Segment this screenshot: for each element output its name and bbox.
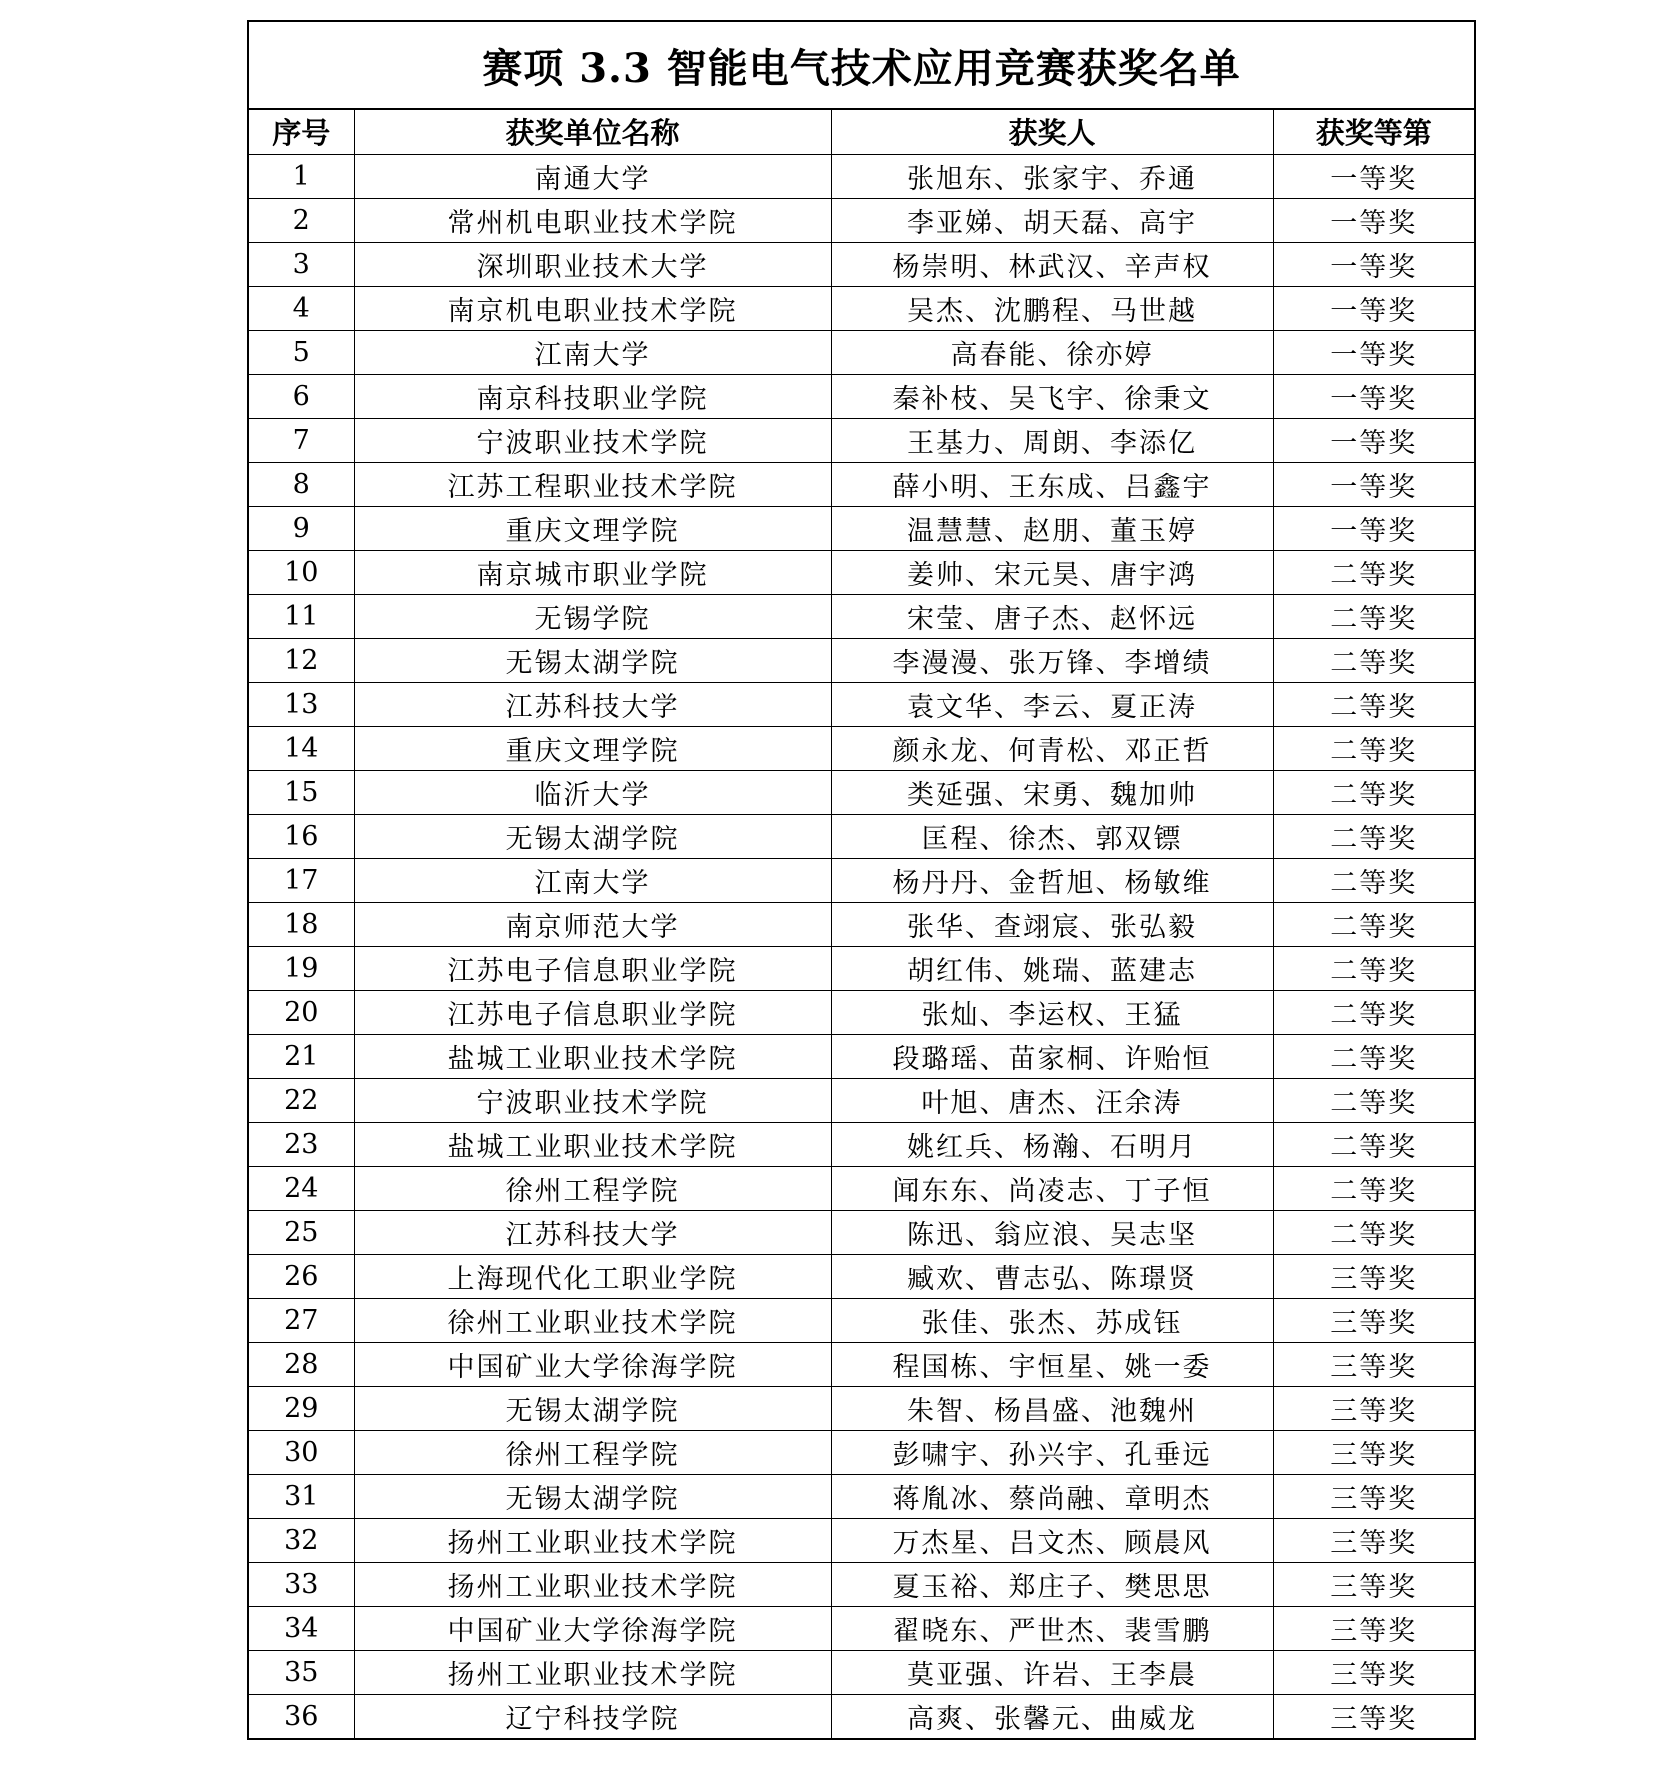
award-level-cell: 二等奖 [1273,726,1474,770]
winners-cell: 秦补枝、吴飞宇、徐秉文 [831,374,1273,418]
unit-name-cell: 南京机电职业技术学院 [354,286,831,330]
winners-cell: 姚红兵、杨瀚、石明月 [831,1122,1273,1166]
unit-name-cell: 徐州工业职业技术学院 [354,1298,831,1342]
award-level-cell: 二等奖 [1273,858,1474,902]
unit-name-cell: 常州机电职业技术学院 [354,198,831,242]
award-level-cell: 二等奖 [1273,550,1474,594]
header-winners: 获奖人 [831,110,1273,154]
serial-number-cell: 17 [249,858,354,902]
table-row [249,858,1474,902]
award-level-cell: 三等奖 [1273,1298,1474,1342]
winners-cell: 杨丹丹、金哲旭、杨敏维 [831,858,1273,902]
unit-name-cell: 江苏电子信息职业学院 [354,990,831,1034]
award-level-cell: 三等奖 [1273,1386,1474,1430]
unit-name-cell: 江苏科技大学 [354,1210,831,1254]
unit-name-cell: 扬州工业职业技术学院 [354,1518,831,1562]
winners-cell: 程国栋、宇恒星、姚一委 [831,1342,1273,1386]
table-row [249,1078,1474,1122]
unit-name-cell: 辽宁科技学院 [354,1694,831,1738]
serial-number-cell: 4 [249,286,354,330]
winners-cell: 杨崇明、林武汉、辛声权 [831,242,1273,286]
winners-cell: 段璐瑶、苗家桐、许贻恒 [831,1034,1273,1078]
winners-cell: 陈迅、翁应浪、吴志坚 [831,1210,1273,1254]
table-row [249,1034,1474,1078]
table-row [249,682,1474,726]
unit-name-cell: 江南大学 [354,330,831,374]
winners-cell: 莫亚强、许岩、王李晨 [831,1650,1273,1694]
unit-name-cell: 无锡太湖学院 [354,638,831,682]
award-table [249,110,1474,1738]
table-row [249,946,1474,990]
table-row [249,1298,1474,1342]
unit-name-cell: 江苏工程职业技术学院 [354,462,831,506]
serial-number-cell: 20 [249,990,354,1034]
table-row [249,1606,1474,1650]
table-row [249,990,1474,1034]
unit-name-cell: 徐州工程学院 [354,1166,831,1210]
serial-number-cell: 11 [249,594,354,638]
unit-name-cell: 深圳职业技术大学 [354,242,831,286]
award-level-cell: 一等奖 [1273,154,1474,198]
table-row [249,1254,1474,1298]
unit-name-cell: 无锡学院 [354,594,831,638]
award-level-cell: 一等奖 [1273,286,1474,330]
table-row [249,1210,1474,1254]
table-row [249,1562,1474,1606]
winners-cell: 薛小明、王东成、吕鑫宇 [831,462,1273,506]
unit-name-cell: 宁波职业技术学院 [354,418,831,462]
serial-number-cell: 16 [249,814,354,858]
header-award-level: 获奖等第 [1273,110,1474,154]
winners-cell: 高春能、徐亦婷 [831,330,1273,374]
table-row [249,550,1474,594]
table-row [249,1518,1474,1562]
award-level-cell: 二等奖 [1273,1078,1474,1122]
award-level-cell: 三等奖 [1273,1562,1474,1606]
unit-name-cell: 中国矿业大学徐海学院 [354,1606,831,1650]
award-level-cell: 二等奖 [1273,946,1474,990]
table-row [249,418,1474,462]
unit-name-cell: 无锡太湖学院 [354,1474,831,1518]
winners-cell: 翟晓东、严世杰、裴雪鹏 [831,1606,1273,1650]
serial-number-cell: 24 [249,1166,354,1210]
award-level-cell: 三等奖 [1273,1254,1474,1298]
winners-cell: 胡红伟、姚瑞、蓝建志 [831,946,1273,990]
serial-number-cell: 31 [249,1474,354,1518]
table-row [249,1386,1474,1430]
winners-cell: 李漫漫、张万锋、李增绩 [831,638,1273,682]
unit-name-cell: 南京城市职业学院 [354,550,831,594]
table-row [249,726,1474,770]
serial-number-cell: 34 [249,1606,354,1650]
award-level-cell: 一等奖 [1273,418,1474,462]
award-level-cell: 一等奖 [1273,242,1474,286]
serial-number-cell: 27 [249,1298,354,1342]
table-row [249,286,1474,330]
winners-cell: 张华、查翊宸、张弘毅 [831,902,1273,946]
unit-name-cell: 临沂大学 [354,770,831,814]
winners-cell: 闻东东、尚凌志、丁子恒 [831,1166,1273,1210]
unit-name-cell: 扬州工业职业技术学院 [354,1650,831,1694]
serial-number-cell: 1 [249,154,354,198]
table-row [249,594,1474,638]
award-level-cell: 二等奖 [1273,1166,1474,1210]
serial-number-cell: 30 [249,1430,354,1474]
serial-number-cell: 36 [249,1694,354,1738]
serial-number-cell: 23 [249,1122,354,1166]
serial-number-cell: 14 [249,726,354,770]
award-level-cell: 二等奖 [1273,1210,1474,1254]
serial-number-cell: 2 [249,198,354,242]
winners-cell: 颜永龙、何青松、邓正哲 [831,726,1273,770]
winners-cell: 夏玉裕、郑庄子、樊思思 [831,1562,1273,1606]
award-level-cell: 二等奖 [1273,594,1474,638]
table-row [249,1342,1474,1386]
award-level-cell: 二等奖 [1273,990,1474,1034]
unit-name-cell: 重庆文理学院 [354,726,831,770]
serial-number-cell: 9 [249,506,354,550]
serial-number-cell: 7 [249,418,354,462]
award-list-document [247,20,1476,1740]
table-row [249,1650,1474,1694]
serial-number-cell: 5 [249,330,354,374]
unit-name-cell: 扬州工业职业技术学院 [354,1562,831,1606]
table-header-row [249,110,1474,154]
award-level-cell: 一等奖 [1273,506,1474,550]
award-level-cell: 三等奖 [1273,1474,1474,1518]
table-row [249,506,1474,550]
serial-number-cell: 25 [249,1210,354,1254]
unit-name-cell: 宁波职业技术学院 [354,1078,831,1122]
award-level-cell: 一等奖 [1273,198,1474,242]
unit-name-cell: 南京师范大学 [354,902,831,946]
winners-cell: 彭啸宇、孙兴宇、孔垂远 [831,1430,1273,1474]
award-level-cell: 三等奖 [1273,1430,1474,1474]
winners-cell: 张佳、张杰、苏成钰 [831,1298,1273,1342]
winners-cell: 吴杰、沈鹏程、马世越 [831,286,1273,330]
unit-name-cell: 南通大学 [354,154,831,198]
unit-name-cell: 江苏科技大学 [354,682,831,726]
winners-cell: 袁文华、李云、夏正涛 [831,682,1273,726]
unit-name-cell: 无锡太湖学院 [354,814,831,858]
winners-cell: 臧欢、曹志弘、陈璟贤 [831,1254,1273,1298]
table-row [249,902,1474,946]
award-level-cell: 二等奖 [1273,1034,1474,1078]
award-level-cell: 一等奖 [1273,462,1474,506]
table-row [249,462,1474,506]
serial-number-cell: 8 [249,462,354,506]
award-level-cell: 三等奖 [1273,1342,1474,1386]
table-row [249,154,1474,198]
unit-name-cell: 重庆文理学院 [354,506,831,550]
award-level-cell: 三等奖 [1273,1606,1474,1650]
winners-cell: 朱智、杨昌盛、池魏州 [831,1386,1273,1430]
table-body [249,154,1474,1738]
unit-name-cell: 江苏电子信息职业学院 [354,946,831,990]
table-row [249,330,1474,374]
winners-cell: 高爽、张馨元、曲威龙 [831,1694,1273,1738]
serial-number-cell: 10 [249,550,354,594]
unit-name-cell: 无锡太湖学院 [354,1386,831,1430]
unit-name-cell: 南京科技职业学院 [354,374,831,418]
unit-name-cell: 上海现代化工职业学院 [354,1254,831,1298]
award-level-cell: 三等奖 [1273,1694,1474,1738]
serial-number-cell: 28 [249,1342,354,1386]
award-level-cell: 二等奖 [1273,902,1474,946]
winners-cell: 王基力、周朗、李添亿 [831,418,1273,462]
winners-cell: 蒋胤冰、蔡尚融、章明杰 [831,1474,1273,1518]
serial-number-cell: 3 [249,242,354,286]
header-serial-number: 序号 [249,110,354,154]
serial-number-cell: 26 [249,1254,354,1298]
table-row [249,814,1474,858]
table-row [249,374,1474,418]
table-row [249,1474,1474,1518]
unit-name-cell: 徐州工程学院 [354,1430,831,1474]
serial-number-cell: 32 [249,1518,354,1562]
award-level-cell: 三等奖 [1273,1650,1474,1694]
header-unit-name: 获奖单位名称 [354,110,831,154]
table-row [249,1430,1474,1474]
serial-number-cell: 18 [249,902,354,946]
unit-name-cell: 江南大学 [354,858,831,902]
award-level-cell: 二等奖 [1273,770,1474,814]
serial-number-cell: 22 [249,1078,354,1122]
serial-number-cell: 19 [249,946,354,990]
winners-cell: 叶旭、唐杰、汪余涛 [831,1078,1273,1122]
table-row [249,1122,1474,1166]
award-level-cell: 二等奖 [1273,1122,1474,1166]
winners-cell: 宋莹、唐子杰、赵怀远 [831,594,1273,638]
unit-name-cell: 中国矿业大学徐海学院 [354,1342,831,1386]
serial-number-cell: 35 [249,1650,354,1694]
award-level-cell: 一等奖 [1273,330,1474,374]
serial-number-cell: 21 [249,1034,354,1078]
winners-cell: 张灿、李运权、王猛 [831,990,1273,1034]
winners-cell: 温慧慧、赵朋、董玉婷 [831,506,1273,550]
table-row [249,638,1474,682]
winners-cell: 李亚娣、胡天磊、高宇 [831,198,1273,242]
table-row [249,242,1474,286]
unit-name-cell: 盐城工业职业技术学院 [354,1034,831,1078]
award-level-cell: 三等奖 [1273,1518,1474,1562]
serial-number-cell: 12 [249,638,354,682]
table-row [249,198,1474,242]
serial-number-cell: 29 [249,1386,354,1430]
table-row [249,770,1474,814]
serial-number-cell: 33 [249,1562,354,1606]
table-row [249,1166,1474,1210]
award-level-cell: 二等奖 [1273,638,1474,682]
winners-cell: 姜帅、宋元昊、唐宇鸿 [831,550,1273,594]
winners-cell: 万杰星、吕文杰、顾晨风 [831,1518,1273,1562]
winners-cell: 张旭东、张家宇、乔通 [831,154,1273,198]
document-title: 赛项 3.3 智能电气技术应用竞赛获奖名单 [249,22,1474,110]
serial-number-cell: 15 [249,770,354,814]
award-level-cell: 二等奖 [1273,682,1474,726]
award-level-cell: 二等奖 [1273,814,1474,858]
serial-number-cell: 13 [249,682,354,726]
award-level-cell: 一等奖 [1273,374,1474,418]
table-row [249,1694,1474,1738]
serial-number-cell: 6 [249,374,354,418]
winners-cell: 类延强、宋勇、魏加帅 [831,770,1273,814]
winners-cell: 匡程、徐杰、郭双镖 [831,814,1273,858]
unit-name-cell: 盐城工业职业技术学院 [354,1122,831,1166]
